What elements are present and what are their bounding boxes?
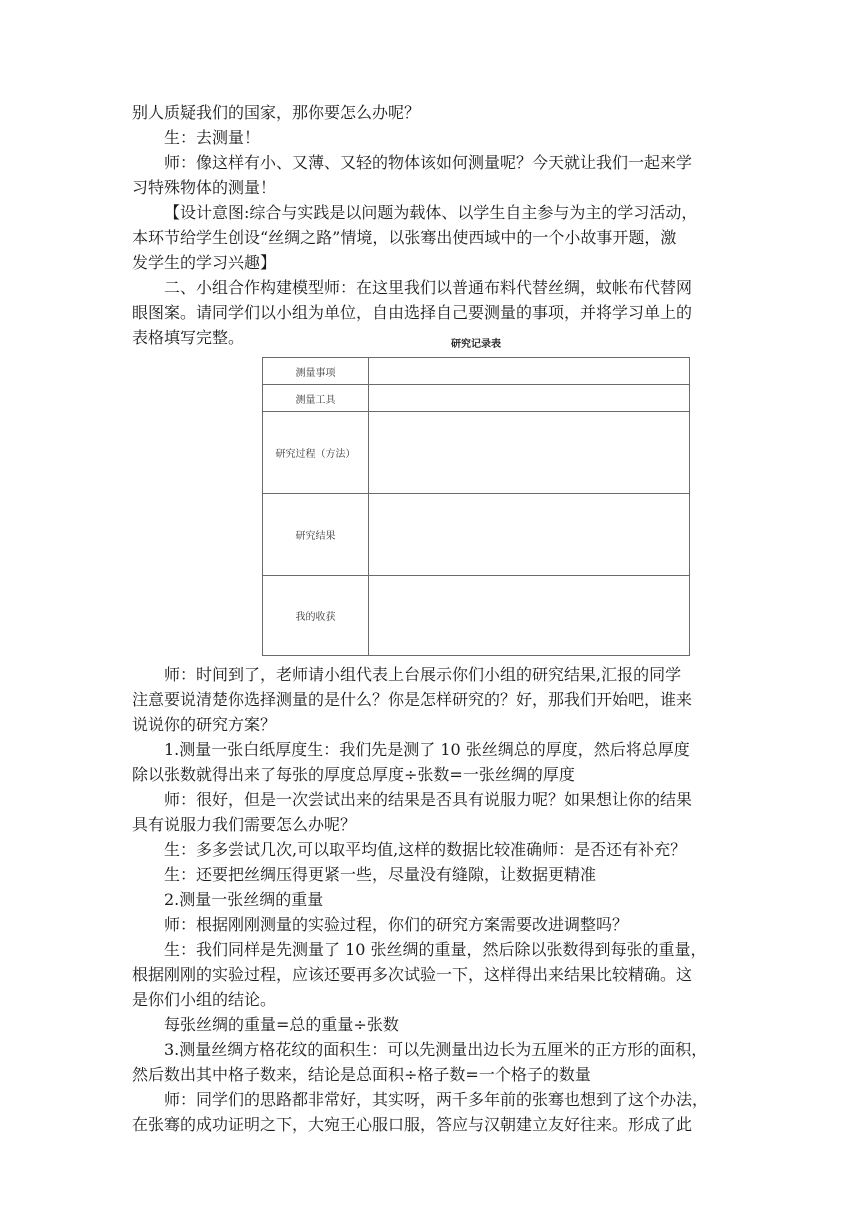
text-line: 别人质疑我们的国家，那你要怎么办呢？: [132, 103, 421, 122]
text-line: 师：像这样有小、又薄、又轻的物体该如何测量呢？今天就让我们一起来学: [164, 153, 693, 172]
text-line: 生：我们同样是先测量了 10 张丝绸的重量，然后除以张数得到每张的重量，: [164, 940, 707, 959]
text-line: 根据刚刚的实验过程，应该还要再多次试验一下，这样得出来结果比较精确。这: [132, 965, 693, 984]
paragraph: [132, 662, 742, 737]
paragraph: [132, 937, 742, 1012]
text-line: 表格填写完整。: [132, 328, 245, 347]
text-line: 2.测量一张丝绸的重量: [164, 890, 324, 909]
row-value-research-result: [369, 494, 690, 576]
paragraph: [132, 737, 742, 787]
text-line: 是你们小组的结论。: [132, 990, 277, 1009]
paragraph: [132, 912, 742, 937]
table-row: [263, 358, 690, 385]
paragraph: [132, 862, 742, 887]
paragraph: [132, 887, 742, 912]
text-line: 注意要说清楚你选择测量的是什么？你是怎样研究的？好，那我们开始吧，谁来: [132, 690, 693, 709]
paragraph: [132, 1012, 742, 1037]
paragraph: [132, 837, 742, 862]
text-line: 生：还要把丝绸压得更紧一些，尽量没有缝隙，让数据更精准: [164, 865, 597, 884]
text-line: 师：时间到了，老师请小组代表上台展示你们小组的研究结果,汇报的同学: [164, 665, 682, 684]
paragraph: [132, 787, 742, 837]
body-text-bottom: [132, 662, 742, 1137]
table-row: [263, 385, 690, 412]
text-line: 本环节给学生创设“丝绸之路”情境，以张骞出使西域中的一个小故事开题，激: [132, 228, 677, 247]
text-line: 生：多多尝试几次,可以取平均值,这样的数据比较准确师：是否还有补充？: [164, 840, 687, 859]
text-line: 【设计意图:综合与实践是以问题为载体、以学生自主参与为主的学习活动，: [164, 203, 698, 222]
research-record-table: [262, 357, 690, 656]
text-line: 3.测量丝绸方格花纹的面积生：可以先测量出边长为五厘米的正方形的面积，: [164, 1040, 708, 1059]
text-line: 眼图案。请同学们以小组为单位，自由选择自己要测量的事项，并将学习单上的: [132, 303, 693, 322]
text-line: 具有说服力我们需要怎么办呢？: [132, 815, 357, 834]
row-label-research-result: 研究结果: [263, 494, 369, 576]
text-line: 习特殊物体的测量！: [132, 178, 277, 197]
text-line: 在张骞的成功证明之下，大宛王心服口服，答应与汉朝建立友好往来。形成了此: [132, 1115, 693, 1134]
text-line: 然后数出其中格子数来，结论是总面积÷格子数=一个格子的数量: [132, 1065, 591, 1084]
table-row: [263, 576, 690, 656]
paragraph: [132, 1037, 742, 1087]
text-line: 生：去测量！: [164, 128, 261, 147]
text-line: 每张丝绸的重量=总的重量÷张数: [164, 1015, 399, 1034]
row-label-my-gains: 我的收获: [263, 576, 369, 656]
paragraph: [132, 125, 742, 150]
paragraph: [132, 200, 742, 275]
row-value-measure-item: [369, 358, 690, 385]
table-row: [263, 494, 690, 576]
row-label-measure-item: 测量事项: [263, 358, 369, 385]
paragraph: [132, 150, 742, 200]
row-value-my-gains: [369, 576, 690, 656]
paragraph: [132, 100, 742, 125]
text-line: 二、小组合作构建模型师：在这里我们以普通布料代替丝绸，蚊帐布代替网: [164, 278, 693, 297]
text-line: 说说你的研究方案？: [132, 715, 277, 734]
text-line: 师：很好，但是一次尝试出来的结果是否具有说服力呢？如果想让你的结果: [164, 790, 693, 809]
table-title: 研究记录表: [451, 339, 501, 350]
text-line: 师：同学们的思路都非常好，其实呀，两千多年前的张骞也想到了这个办法，: [164, 1090, 709, 1109]
table-row: [263, 412, 690, 494]
row-value-measure-tool: [369, 385, 690, 412]
text-line: 发学生的学习兴趣】: [132, 253, 277, 272]
row-value-research-process: [369, 412, 690, 494]
row-label-research-process: 研究过程（方法）: [263, 412, 369, 494]
row-label-measure-tool: 测量工具: [263, 385, 369, 412]
text-line: 1.测量一张白纸厚度生：我们先是测了 10 张丝绸总的厚度，然后将总厚度: [164, 740, 690, 759]
text-line: 师：根据刚刚测量的实验过程，你们的研究方案需要改进调整吗？: [164, 915, 629, 934]
paragraph: [132, 1087, 742, 1137]
text-line: 除以张数就得出来了每张的厚度总厚度÷张数=一张丝绸的厚度: [132, 765, 575, 784]
body-text-top: [132, 100, 742, 350]
